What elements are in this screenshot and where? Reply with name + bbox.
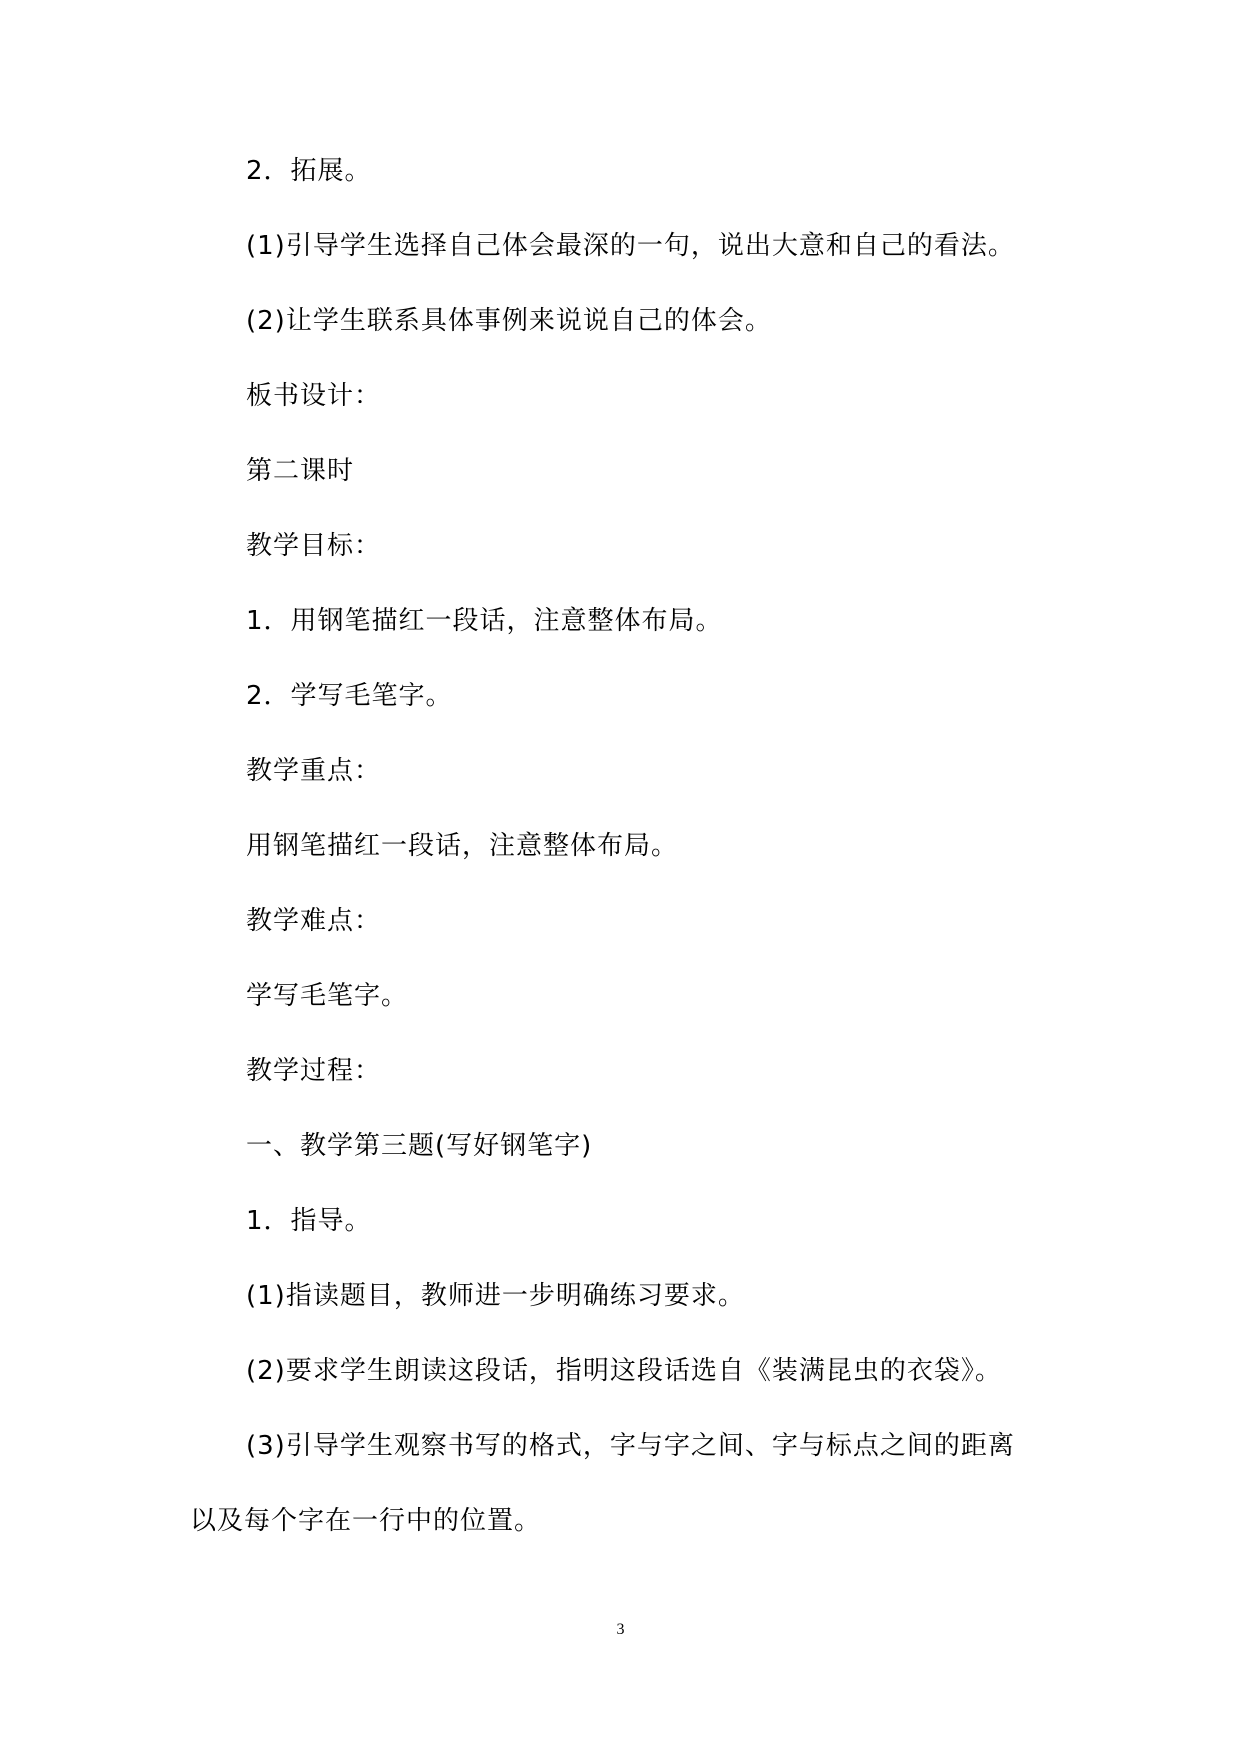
text-line: 教学目标： <box>246 531 382 561</box>
text-line: (1)指读题目，教师进一步明确练习要求。 <box>246 1281 745 1311</box>
text-line: (2)要求学生朗读这段话，指明这段话选自《装满昆虫的衣袋》。 <box>246 1356 1002 1386</box>
text-line: 一、教学第三题(写好钢笔字) <box>246 1131 593 1161</box>
text-line: 第二课时 <box>246 456 355 486</box>
text-line: 2．拓展。 <box>246 156 372 186</box>
text-line: 教学过程： <box>246 1056 382 1086</box>
text-line: 学写毛笔字。 <box>246 981 409 1011</box>
text-line: 教学难点： <box>246 906 382 936</box>
text-line: 板书设计： <box>246 381 382 411</box>
page-number: 3 <box>616 1621 625 1638</box>
text-line: 用钢笔描红一段话，注意整体布局。 <box>246 831 679 861</box>
text-line: 1．指导。 <box>246 1206 372 1236</box>
text-line: 2．学写毛笔字。 <box>246 681 453 711</box>
text-line: 以及每个字在一行中的位置。 <box>190 1506 542 1536</box>
text-line: 1．用钢笔描红一段话，注意整体布局。 <box>246 606 723 636</box>
text-line: (2)让学生联系具体事例来说说自己的体会。 <box>246 306 772 336</box>
text-line: (1)引导学生选择自己体会最深的一句，说出大意和自己的看法。 <box>246 231 1015 261</box>
text-line: (3)引导学生观察书写的格式，字与字之间、字与标点之间的距离 <box>246 1431 1015 1461</box>
text-line: 教学重点： <box>246 756 382 786</box>
